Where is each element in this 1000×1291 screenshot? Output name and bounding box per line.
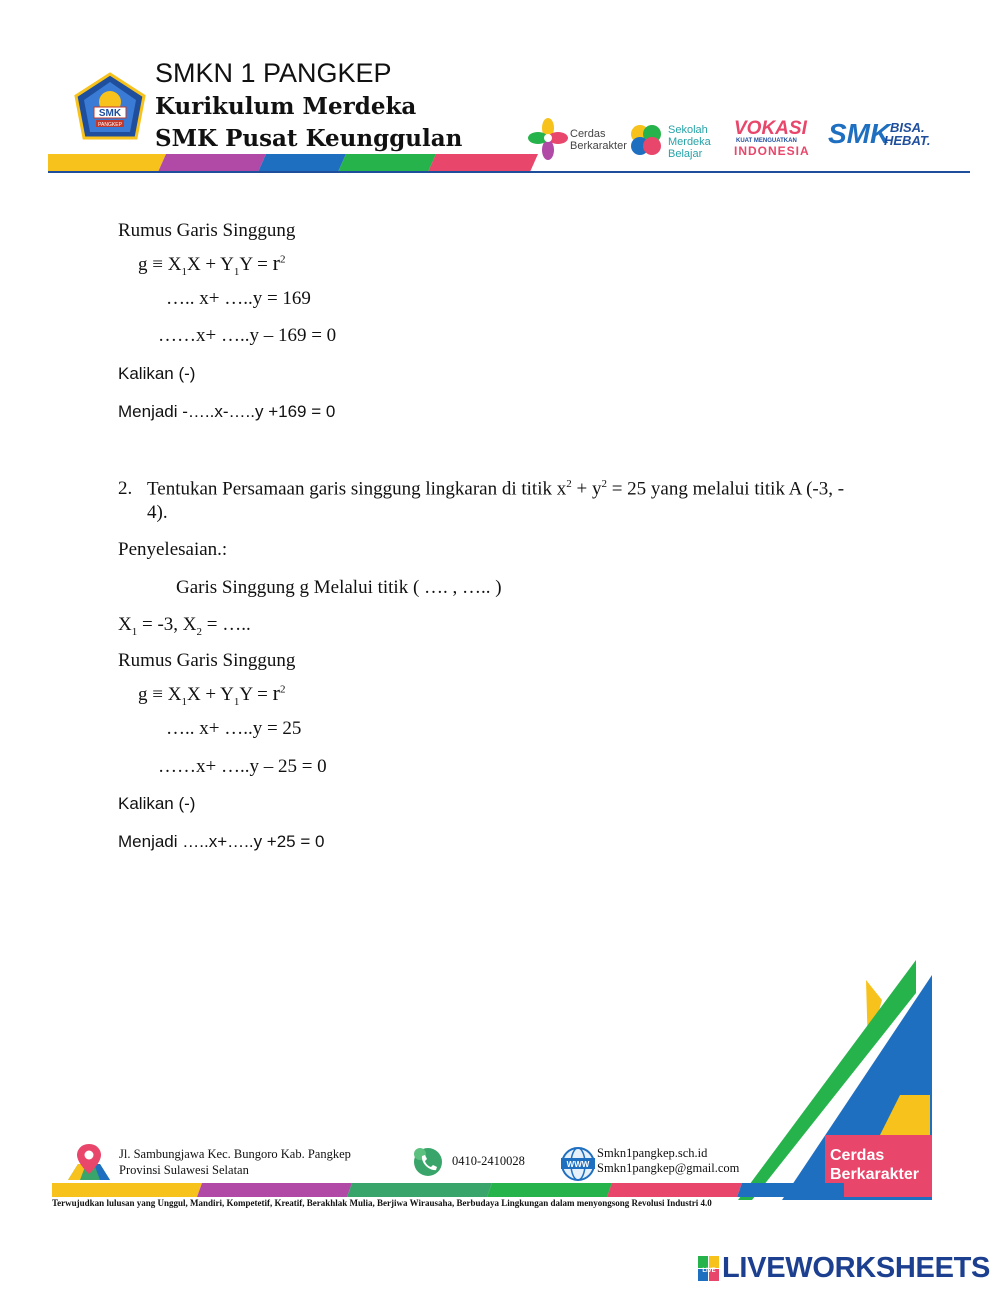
equation-1a: ….. x+ …..y = 169 bbox=[166, 288, 311, 309]
result-1: Menjadi -…..x-…..y +169 = 0 bbox=[118, 402, 336, 421]
equation-2a: ….. x+ …..y = 25 bbox=[166, 718, 302, 739]
liveworksheets-brand[interactable]: LIVEWORKSHEETS bbox=[722, 1252, 991, 1284]
cerdas-berkarakter-logo bbox=[528, 118, 628, 164]
header-color-stripe bbox=[48, 154, 548, 172]
curriculum-title: Kurikulum Merdeka bbox=[155, 93, 417, 120]
logo-pangkep-text: PANGKEP bbox=[98, 122, 122, 128]
multiply-note-1: Kalikan (-) bbox=[118, 364, 196, 383]
lw-letters: LIVE bbox=[702, 1268, 716, 1274]
question-2-line2: 4). bbox=[147, 502, 168, 523]
equation-1b: ……x+ …..y – 169 = 0 bbox=[158, 325, 337, 346]
footer-cerdas-label: Cerdas bbox=[830, 1147, 885, 1164]
globe-www-text: WWW bbox=[566, 1160, 590, 1169]
x1-value: = -3, X bbox=[137, 614, 197, 635]
bisa-label: BISA. bbox=[890, 120, 925, 135]
school-logo bbox=[72, 72, 148, 142]
berkarakter-label: Berkarakter bbox=[570, 140, 627, 152]
equation-2b: ……x+ …..y – 25 = 0 bbox=[158, 756, 327, 777]
hebat-label: HEBAT. bbox=[884, 133, 931, 148]
question-2-text: Tentukan Persamaan garis singgung lingkaran di titik $x^2 + y^2 = 25$ yang melalui titik A (-3, - bbox=[147, 478, 845, 500]
phone-number: 0410-2410028 bbox=[452, 1154, 525, 1168]
coordinates-line: $X_1 = -3$, $X_2$ = ….. bbox=[118, 614, 251, 638]
question-2-part-c: = 25 yang melalui titik A (-3, - bbox=[606, 478, 845, 500]
cerdas-label: Cerdas bbox=[570, 128, 606, 140]
vokasi-sub-label: KUAT MENGUATKAN bbox=[736, 138, 797, 144]
smk-label: SMK bbox=[828, 118, 891, 149]
sekolah-merdeka-logo bbox=[628, 120, 723, 162]
school-name: SMKN 1 PANGKEP bbox=[155, 58, 392, 88]
sekolah-icon bbox=[628, 122, 664, 158]
footer-berkarakter-label: Berkarakter bbox=[830, 1166, 919, 1183]
result-2: Menjadi …..x+…..y +25 = 0 bbox=[118, 832, 325, 851]
formula-title-2: Rumus Garis Singgung bbox=[118, 650, 296, 671]
logo-smk-text: SMK bbox=[98, 108, 122, 119]
vokasi-label: VOKASI bbox=[734, 118, 807, 139]
vokasi-logo bbox=[728, 118, 822, 160]
merdeka-label: Merdeka bbox=[668, 136, 711, 148]
multiply-note-2: Kalikan (-) bbox=[118, 794, 196, 813]
footer-color-stripe bbox=[52, 1183, 852, 1197]
globe-icon bbox=[560, 1146, 596, 1182]
header-divider bbox=[48, 171, 970, 173]
address-line-1: Jl. Sambungjawa Kec. Bungoro Kab. Pangkep bbox=[119, 1147, 351, 1161]
x2-value: = ….. bbox=[202, 614, 251, 635]
formula-title-1: Rumus Garis Singgung bbox=[118, 220, 296, 241]
question-2-part-a: Tentukan Persamaan garis singgung lingkaran di titik x bbox=[147, 478, 567, 500]
question-2-part-b: + y bbox=[571, 478, 602, 500]
phone-icon bbox=[410, 1146, 446, 1178]
belajar-label: Belajar bbox=[668, 148, 703, 160]
tangent-point-line: Garis Singgung g Melalui titik ( …. , ….. ) bbox=[176, 577, 502, 598]
liveworksheets-logo-icon bbox=[698, 1256, 720, 1282]
school-tagline: Terwujudkan lulusan yang Unggul, Mandiri, Kompetetif, Kreatif, Berakhlak Mulia, Berjiwa Wirausaha, Berbudaya Lingkungan dalam menyongsong Revolusi Industri 4.0 bbox=[52, 1198, 712, 1208]
email-link[interactable]: Smkn1pangkep@gmail.com bbox=[597, 1161, 740, 1175]
flower-icon bbox=[528, 118, 568, 162]
solution-label: Penyelesaian.: bbox=[118, 539, 228, 560]
formula-1: $g \equiv X_1X + Y_1Y = r^2$ bbox=[138, 250, 286, 278]
program-title: SMK Pusat Keunggulan bbox=[155, 125, 463, 152]
sekolah-label: Sekolah bbox=[668, 124, 708, 136]
address-line-2: Provinsi Sulawesi Selatan bbox=[119, 1163, 249, 1177]
website-link[interactable]: Smkn1pangkep.sch.id bbox=[597, 1146, 708, 1160]
map-pin-icon bbox=[66, 1142, 112, 1184]
formula-2: $g \equiv X_1X + Y_1Y = r^2$ bbox=[138, 680, 286, 708]
indonesia-label: INDONESIA bbox=[734, 144, 810, 158]
smk-bisa-hebat-logo bbox=[828, 118, 948, 158]
question-2-number: 2. bbox=[118, 478, 133, 499]
